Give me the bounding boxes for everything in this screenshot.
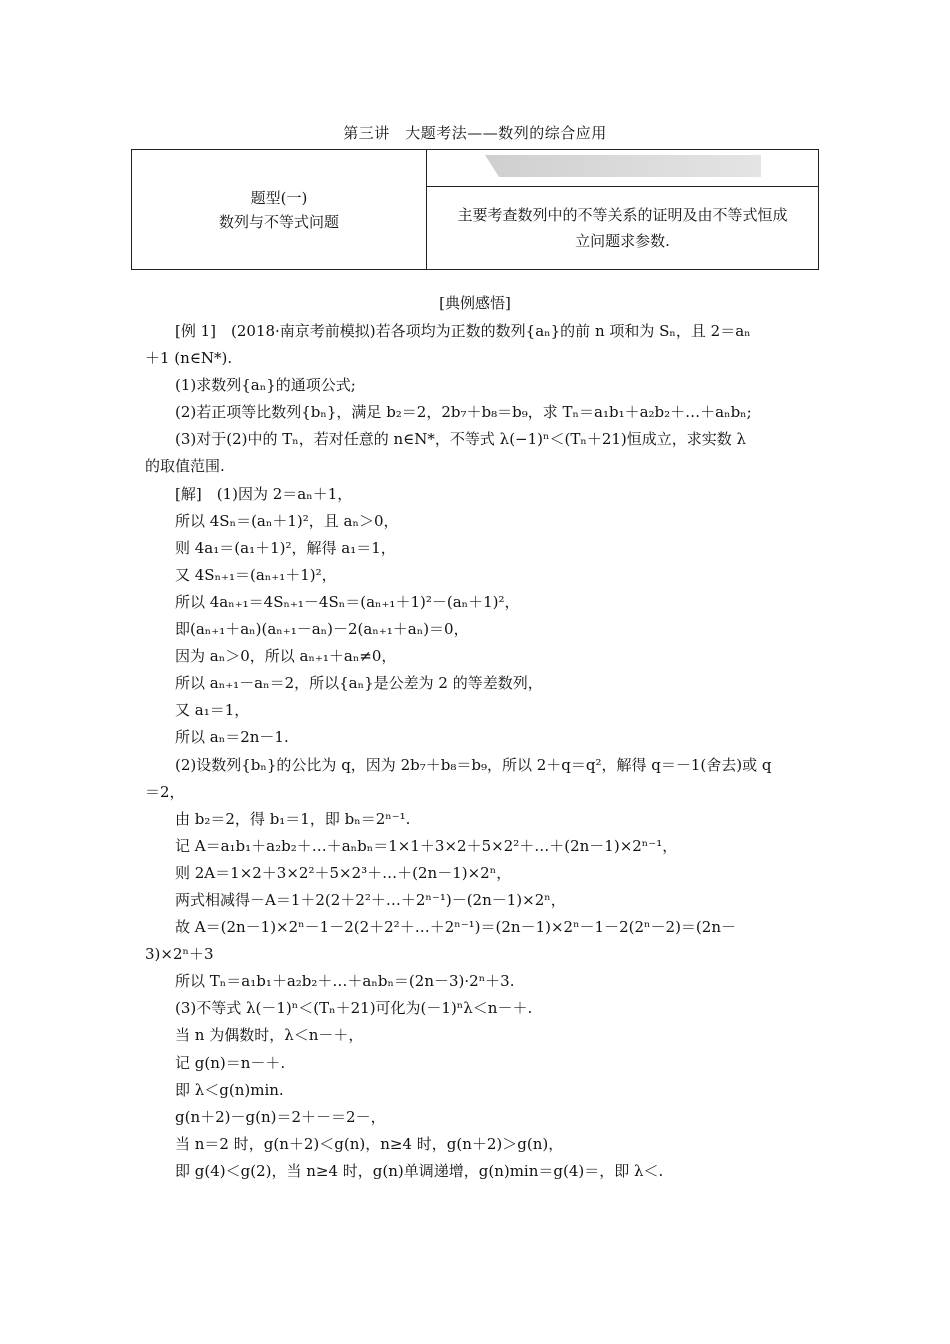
text-line: 记 A＝a₁b₁＋a₂b₂＋…＋aₙbₙ＝1×1＋3×2＋5×2²＋…＋(2n－1)×2ⁿ⁻¹， — [175, 836, 678, 855]
text-line: 记 g(n)＝n－＋. — [175, 1053, 286, 1072]
text-line: 当 n 为偶数时，λ＜n－＋， — [175, 1026, 364, 1045]
text-line: 又 4Sₙ₊₁＝(aₙ₊₁＋1)²， — [175, 565, 337, 584]
text-line: 故 A＝(2n－1)×2ⁿ－1－2(2＋2²＋…＋2ⁿ⁻¹)＝(2n－1)×2ⁿ－1－2(2ⁿ－2)＝(2n－ — [175, 918, 736, 937]
topic-type-cell — [132, 150, 427, 270]
text-line: 3)×2ⁿ＋3 — [145, 945, 214, 964]
text-line: (2)若正项等比数列{bₙ}，满足 b₂＝2，2b₇＋b₈＝b₉，求 Tₙ＝a₁b₁＋a₂b₂＋…＋aₙbₙ; — [175, 403, 752, 422]
text-line: (3)不等式 λ(－1)ⁿ＜(Tₙ＋21)可化为(－1)ⁿλ＜n－＋. — [175, 999, 533, 1018]
text-line: g(n＋2)－g(n)＝2＋－＝2－， — [175, 1107, 386, 1126]
text-line: 两式相减得－A＝1＋2(2＋2²＋…＋2ⁿ⁻¹)－(2n－1)×2ⁿ， — [175, 890, 566, 909]
text-line: [例 1] (2018·南京考前模拟)若各项均为正数的数列{aₙ}的前 n 项和为 Sₙ，且 2＝aₙ — [175, 322, 751, 340]
text-line: 的取值范围. — [145, 457, 225, 476]
text-line: 又 a₁＝1， — [175, 701, 250, 720]
text-line: 即 g(4)＜g(2)，当 n≥4 时，g(n)单调递增，g(n)min＝g(4)＝，即 λ＜. — [175, 1161, 664, 1180]
topic-description-line-1: 主要考查数列中的不等关系的证明及由不等式恒成 — [457, 206, 788, 224]
gray-banner-decoration — [485, 155, 761, 177]
topic-type-label: 题型(一) — [250, 188, 308, 207]
text-line: 所以 Tₙ＝a₁b₁＋a₂b₂＋…＋aₙbₙ＝(2n－3)·2ⁿ＋3. — [175, 972, 515, 991]
topic-description-cell — [427, 187, 819, 270]
text-line: 由 b₂＝2，得 b₁＝1，即 bₙ＝2ⁿ⁻¹. — [175, 809, 411, 828]
topic-table — [131, 149, 819, 270]
text-line: 当 n＝2 时，g(n＋2)＜g(n)，n≥4 时，g(n＋2)＞g(n)， — [175, 1134, 564, 1153]
text-line: 所以 aₙ＝2n－1. — [175, 728, 289, 747]
text-line: ＋1 (n∈N*). — [145, 349, 233, 368]
text-line: (1)求数列{aₙ}的通项公式; — [175, 376, 356, 395]
text-line: 即(aₙ₊₁＋aₙ)(aₙ₊₁－aₙ)－2(aₙ₊₁＋aₙ)＝0， — [175, 620, 469, 639]
text-line: 则 4a₁＝(a₁＋1)²，解得 a₁＝1， — [175, 538, 396, 557]
text-line: 因为 aₙ＞0，所以 aₙ₊₁＋aₙ≠0， — [175, 647, 397, 666]
solution-body — [145, 318, 809, 1185]
text-line: [解] (1)因为 2＝aₙ＋1， — [175, 484, 353, 503]
text-line: 则 2A＝1×2＋3×2²＋5×2³＋…＋(2n－1)×2ⁿ， — [175, 863, 512, 882]
text-line: (3)对于(2)中的 Tₙ，若对任意的 n∈N*，不等式 λ(−1)ⁿ＜(Tₙ＋21)恒成立，求实数 λ — [175, 430, 747, 449]
text-line: (2)设数列{bₙ}的公比为 q，因为 2b₇＋b₈＝b₉，所以 2＋q＝q²，解得 q＝－1(舍去)或 q — [175, 755, 772, 774]
text-line: 所以 aₙ₊₁－aₙ＝2，所以{aₙ}是公差为 2 的等差数列， — [175, 674, 543, 693]
page-title: 第三讲 大题考法——数列的综合应用 — [343, 124, 607, 142]
text-line: ＝2， — [145, 782, 185, 801]
text-line: 所以 4Sₙ＝(aₙ＋1)²，且 aₙ＞0， — [175, 511, 399, 530]
topic-type-name: 数列与不等式问题 — [218, 212, 339, 231]
topic-description-line-2: 立问题求参数. — [575, 232, 670, 250]
topic-banner-cell — [427, 150, 819, 187]
text-line: 即 λ＜g(n)min. — [175, 1080, 284, 1099]
text-line: 所以 4aₙ₊₁＝4Sₙ₊₁－4Sₙ＝(aₙ₊₁＋1)²－(aₙ＋1)²， — [175, 592, 520, 611]
section-heading: [典例感悟] — [439, 294, 511, 312]
